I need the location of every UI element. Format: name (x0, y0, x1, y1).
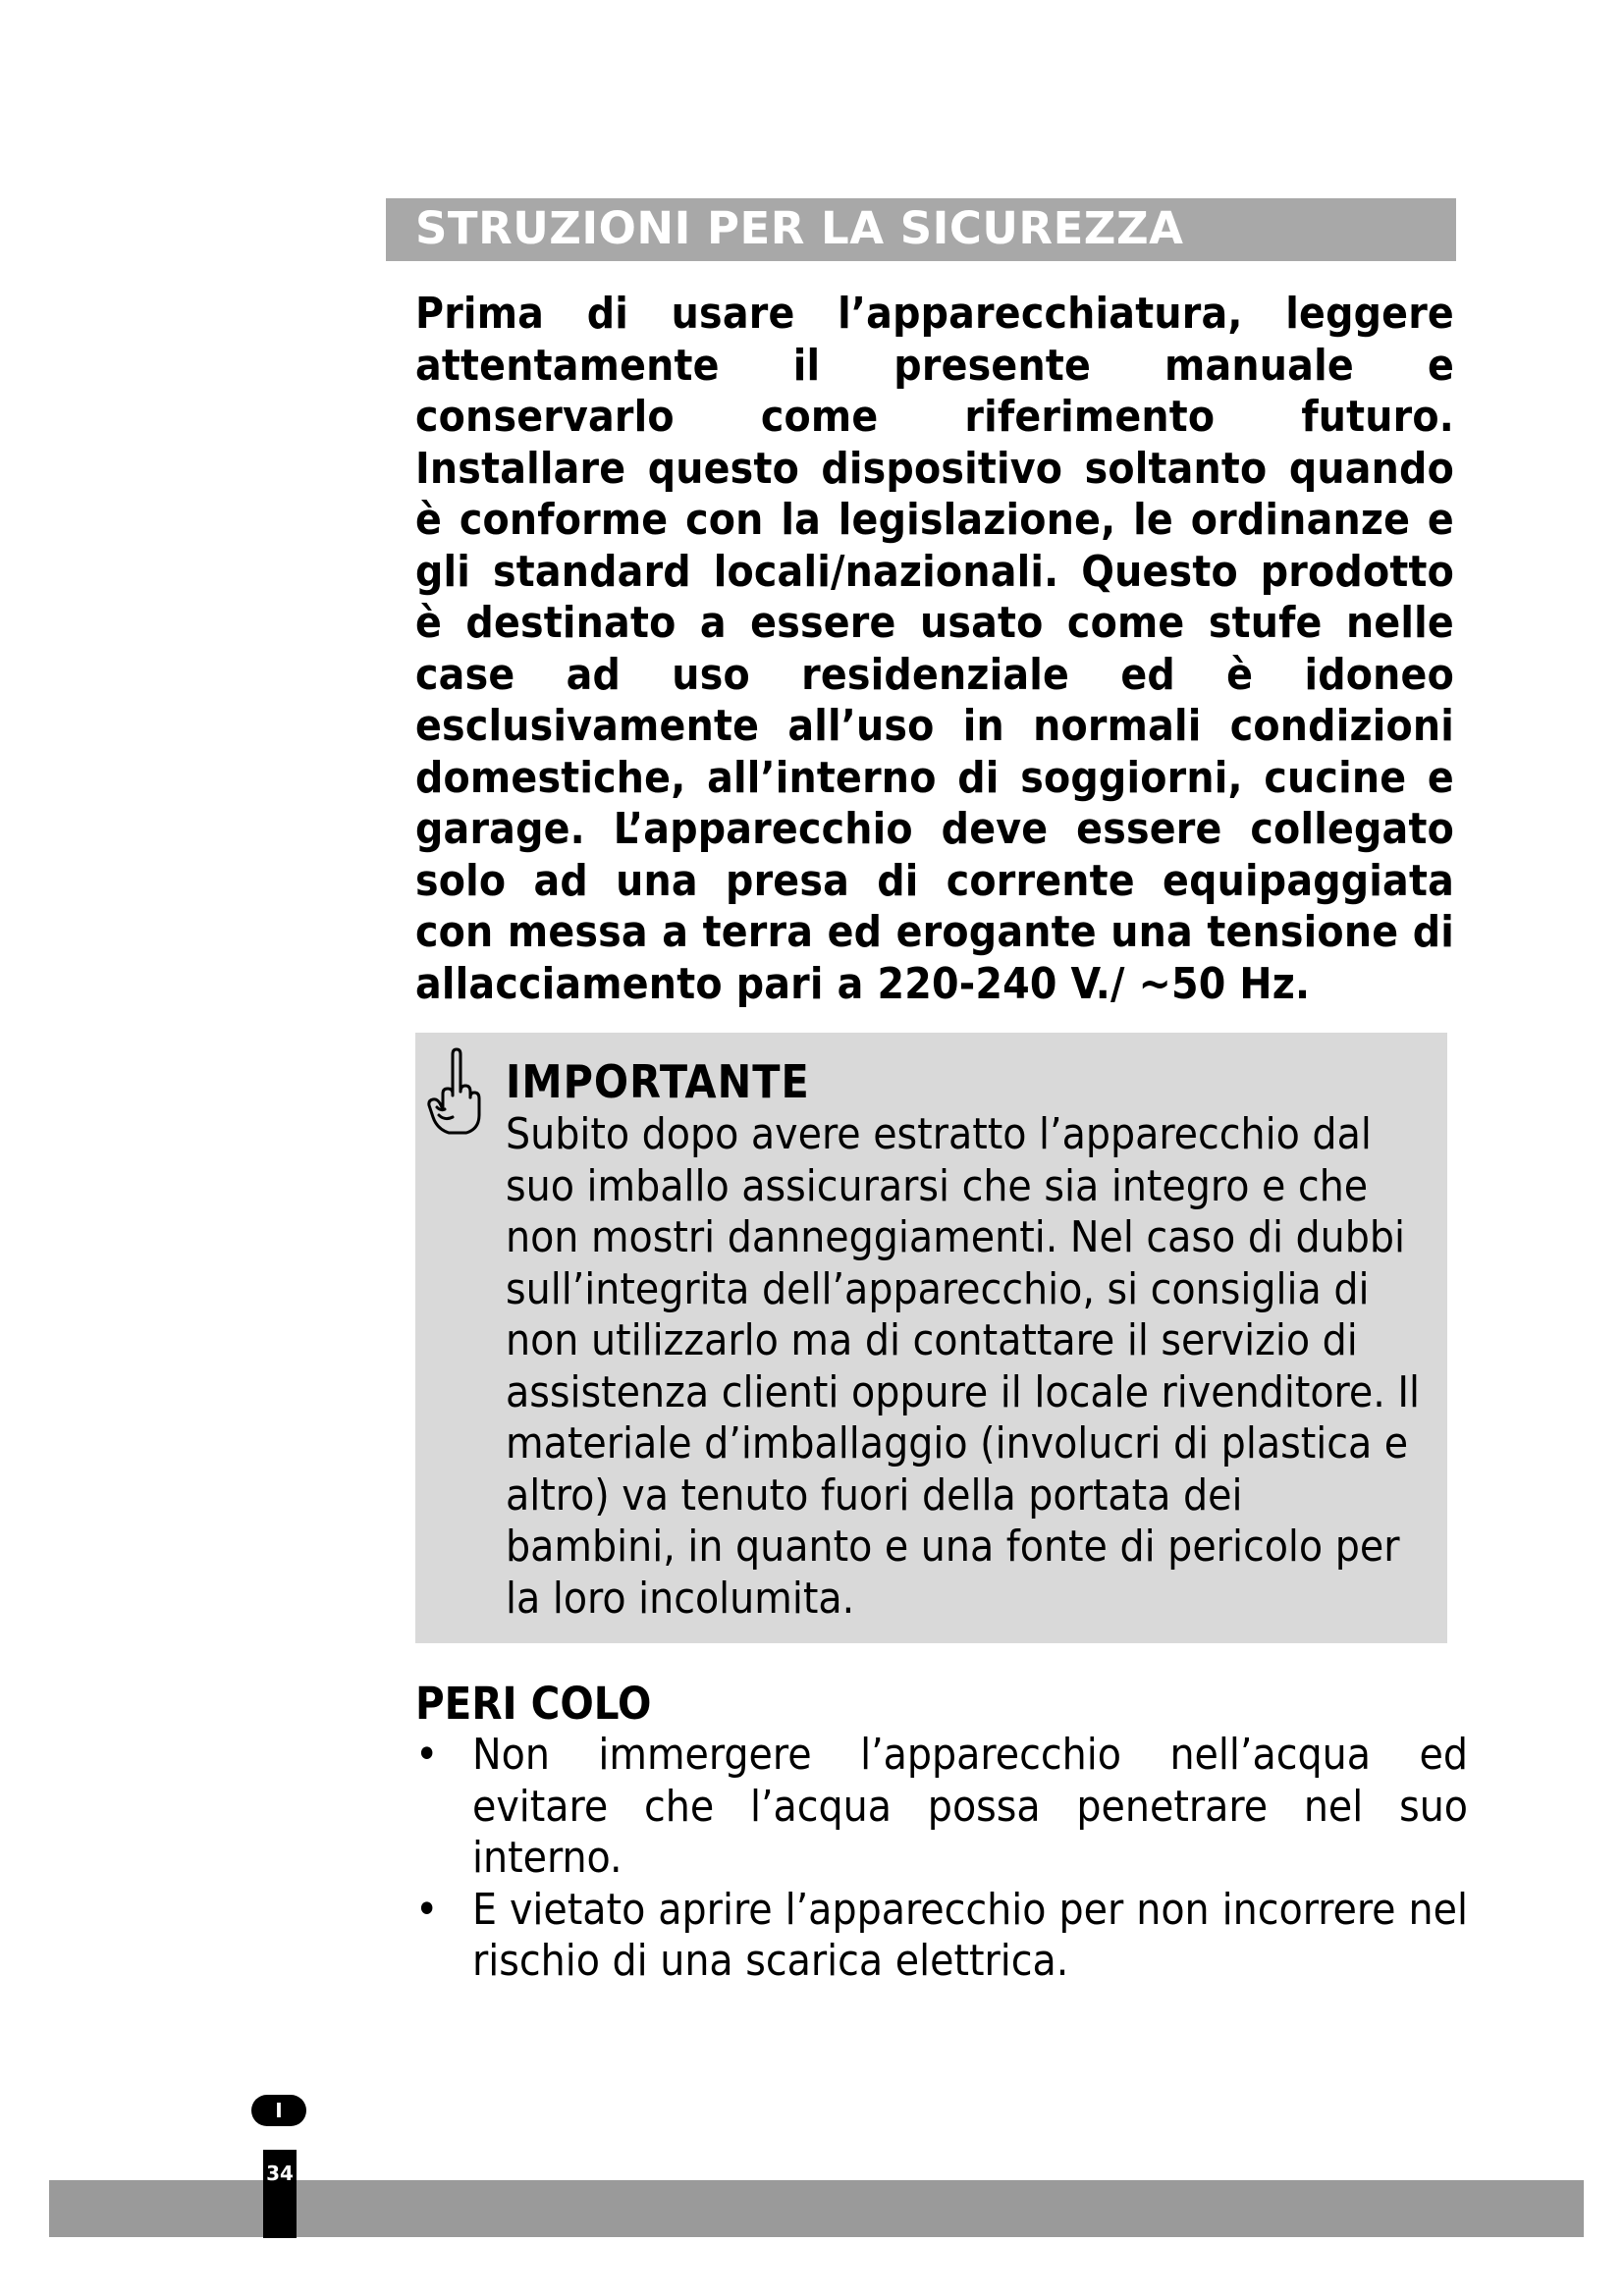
intro-paragraph: Prima di usare l’apparecchiatura, leggere attentamente il presente manuale e conservarlo come riferimento futuro. Installare questo dispositivo soltanto quando è conforme con la legislazione, le ordinanze e gli standard locali/nazionali. Questo prodotto è destinato a essere usato come stufe nelle case ad uso residenziale ed è idoneo esclusivamente all’uso in normali condizioni domestiche, all’interno di soggiorni, cucine e garage. L’apparecchio deve essere collegato solo ad una presa di corrente equipaggiata con messa a terra ed erogante una tensione di allacciamento pari a 220-240 V./ ~50 Hz. (415, 289, 1454, 1009)
list-item-text: Non immergere l’apparecchio nell’acqua ed evitare che l’acqua possa penetrare nel suo interno. (472, 1730, 1468, 1883)
list-item (415, 1730, 1468, 1885)
list-item-text: E vietato aprire l’apparecchio per non incorrere nel rischio di una scarica elettrica. (472, 1884, 1468, 1986)
list-item (415, 1885, 1468, 1988)
section-title: STRUZIONI PER LA SICUREZZA (415, 202, 1184, 254)
page-number-text: 34 (266, 2162, 294, 2185)
danger-list (415, 1730, 1468, 1988)
page-number (263, 2150, 297, 2238)
important-text: Subito dopo avere estratto l’apparecchio dal suo imballo assicurarsi che sia integro e che non mostri danneggiamenti. Nel caso di dubbi sull’integrita dell’apparecchio, si consiglia di non utilizzarlo ma di contattare il servizio di assistenza clienti oppure il locale rivenditore. Il materiale d’imballaggio (involucri di plastica e altro) va tenuto fuori della portata dei bambini, in quanto e una fonte di pericolo per la loro incolumita. (506, 1109, 1421, 1624)
danger-title: PERI COLO (415, 1678, 652, 1730)
bullet-icon: • (415, 1730, 439, 1780)
section-header (386, 198, 1456, 261)
language-badge: I (251, 2095, 306, 2126)
important-title: IMPORTANTE (506, 1055, 810, 1108)
pointing-hand-icon (425, 1046, 482, 1137)
important-box (415, 1033, 1447, 1643)
bullet-icon: • (415, 1884, 439, 1935)
